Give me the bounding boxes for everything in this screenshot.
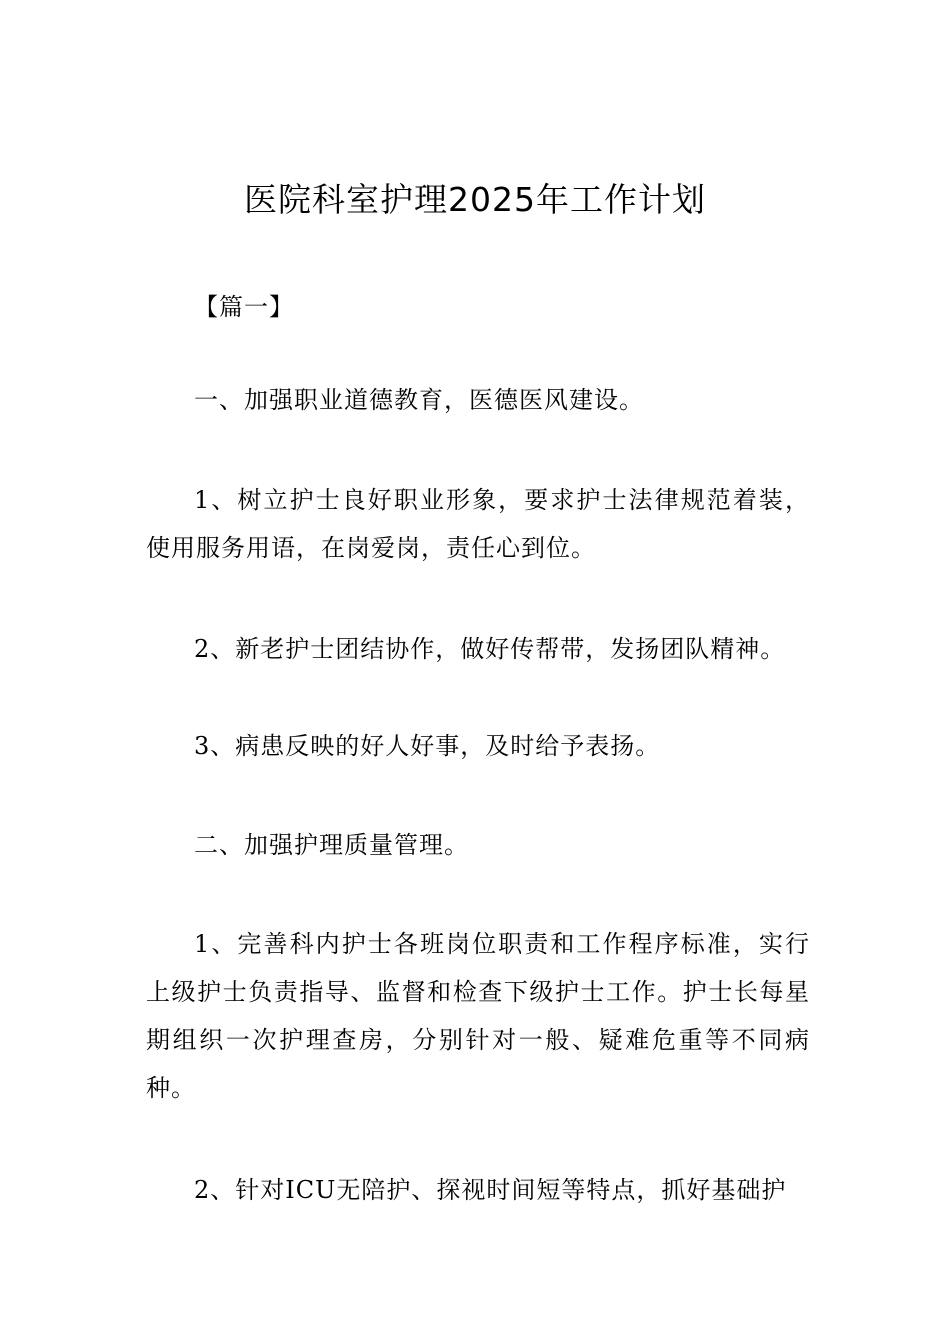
heading-paragraph: 一、加强职业道德教育，医德医风建设。	[194, 386, 644, 414]
section-label: 【篇一】	[194, 293, 294, 321]
heading-paragraph: 二、加强护理质量管理。	[194, 831, 469, 859]
body-paragraph: 2、新老护士团结协作，做好传帮带，发扬团队精神。	[194, 635, 786, 663]
body-paragraph: 2、针对ICU无陪护、探视时间短等特点，抓好基础护	[194, 1176, 787, 1204]
body-paragraph: 1、完善科内护士各班岗位职责和工作程序标准，实行上级护士负责指导、监督和检查下级护士工作。护士长每星期组织一次护理查房，分别针对一般、疑难危重等不同病种。	[146, 930, 810, 1102]
document-title: 医院科室护理2025年工作计划	[244, 180, 706, 219]
body-paragraph: 1、树立护士良好职业形象，要求护士法律规范着装，使用服务用语，在岗爱岗，责任心到位。	[146, 486, 810, 562]
body-paragraph: 3、病患反映的好人好事，及时给予表扬。	[194, 732, 661, 760]
